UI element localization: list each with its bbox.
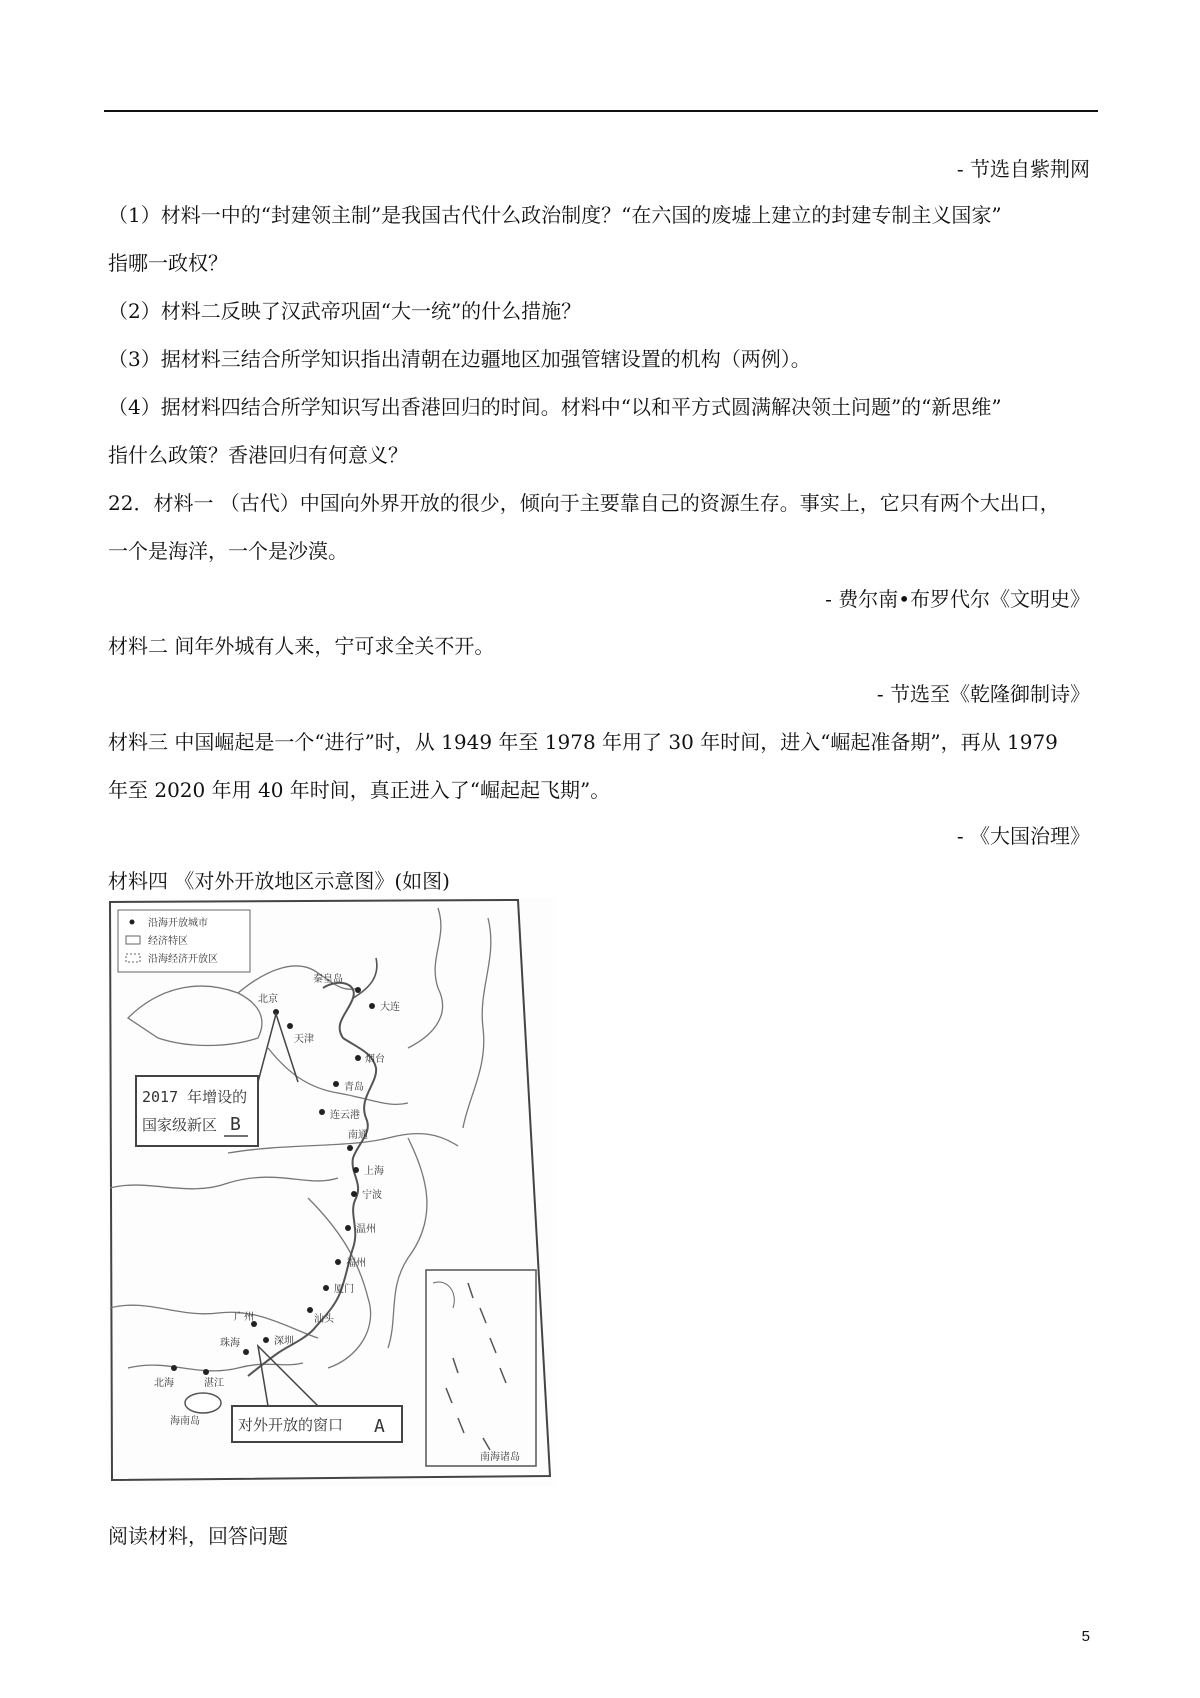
- city-label-yantai: 烟台: [365, 1054, 385, 1065]
- problem-22-material-1-line-1: 22．材料一 （古代）中国向外界开放的很少，倾向于主要靠自己的资源生存。事实上，它只有两个大出口，: [108, 491, 1060, 515]
- city-label-beihai: 北海: [154, 1378, 174, 1389]
- city-label-dalian: 大连: [380, 1002, 400, 1013]
- hainan-island-shape: [185, 1393, 221, 1413]
- open-regions-map: [108, 898, 556, 1486]
- city-label-shantou: 汕头: [314, 1314, 334, 1325]
- question-3: （3）据材料三结合所学知识指出清朝在边疆地区加强管辖设置的机构（两例）。: [108, 347, 811, 371]
- legend-label-sez: 经济特区: [148, 936, 188, 947]
- question-4-line-2: 指什么政策？香港回归有何意义？: [108, 443, 408, 467]
- source-citation-zijing: - 节选自紫荆网: [956, 157, 1090, 181]
- problem-22-material-1-line-2: 一个是海洋，一个是沙漠。: [108, 539, 348, 563]
- material-4: 材料四 《对外开放地区示意图》(如图): [108, 869, 450, 893]
- source-citation-qianlong: - 节选至《乾隆御制诗》: [876, 682, 1090, 706]
- question-1-line-2: 指哪一政权？: [108, 251, 228, 275]
- city-label-beijing: 北京: [258, 994, 278, 1005]
- question-4-line-1: （4）据材料四结合所学知识写出香港回归的时间。材料中“以和平方式圆满解决领土问题”的“新思维”: [108, 395, 1002, 419]
- city-label-shanghai: 上海: [364, 1166, 384, 1177]
- city-label-lianyungang: 连云港: [330, 1110, 360, 1121]
- callout-b-line-2: 国家级新区: [142, 1116, 218, 1134]
- city-label-qinhuangdao: 秦皇岛: [313, 974, 343, 985]
- header-rule: [104, 110, 1098, 112]
- city-label-tianjin: 天津: [294, 1034, 314, 1045]
- material-3-line-2: 年至 2020 年用 40 年时间，真正进入了“崛起起飞期”。: [108, 778, 611, 802]
- closing-instruction: 阅读材料，回答问题: [108, 1524, 288, 1548]
- source-citation-daguo: - 《大国治理》: [956, 824, 1090, 848]
- city-label-xiamen: 厦门: [334, 1284, 354, 1295]
- city-label-nantong: 南通: [348, 1130, 368, 1141]
- question-2: （2）材料二反映了汉武帝巩固“大一统”的什么措施？: [108, 299, 582, 323]
- source-citation-braudel: - 费尔南•布罗代尔《文明史》: [825, 587, 1090, 611]
- city-label-guangzhou: 广州: [234, 1312, 254, 1323]
- city-label-qingdao: 青岛: [344, 1082, 364, 1093]
- material-3-line-1: 材料三 中国崛起是一个“进行”时，从 1949 年至 1978 年用了 30 年时间，进入“崛起准备期”，再从 1979: [108, 730, 1058, 754]
- material-2: 材料二 间年外城有人来，宁可求全关不开。: [108, 634, 495, 658]
- city-label-fuzhou: 福州: [346, 1258, 366, 1269]
- city-label-hainan: 海南岛: [170, 1416, 200, 1427]
- callout-a-label: 对外开放的窗口: [238, 1416, 344, 1434]
- callout-b-line-1: 2017 年增设的: [142, 1088, 248, 1106]
- legend-label-open-zones: 沿海经济开放区: [148, 954, 218, 965]
- city-label-zhuhai: 珠海: [220, 1338, 240, 1349]
- city-label-wenzhou: 温州: [356, 1224, 376, 1235]
- city-label-zhanjiang: 湛江: [204, 1378, 224, 1389]
- inset-label: 南海诸岛: [480, 1452, 520, 1463]
- city-label-ningbo: 宁波: [362, 1190, 382, 1201]
- question-1-line-1: （1）材料一中的“封建领主制”是我国古代什么政治制度？“在六国的废墟上建立的封建专制主义国家”: [108, 203, 1002, 227]
- callout-a-letter: A: [374, 1416, 385, 1437]
- legend-label-open-cities: 沿海开放城市: [148, 918, 208, 929]
- page-number: 5: [1081, 1628, 1090, 1645]
- city-label-shenzhen: 深圳: [274, 1336, 294, 1347]
- callout-b-letter: B: [230, 1114, 241, 1135]
